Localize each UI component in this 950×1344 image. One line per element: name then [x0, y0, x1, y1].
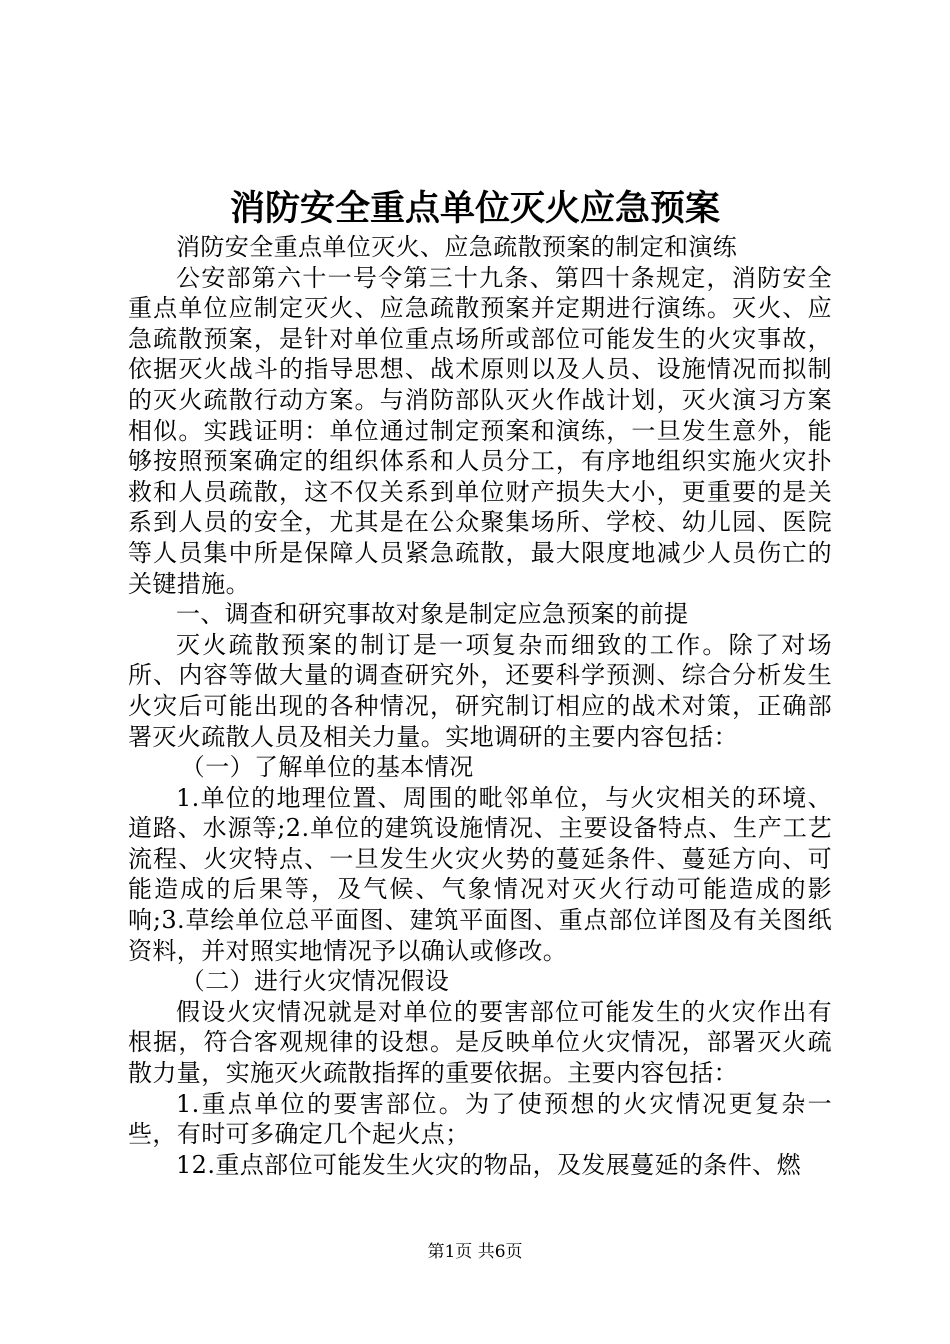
page-footer: 第1页 共6页	[427, 1242, 523, 1262]
paragraph-item-1: 1.重点单位的要害部位。为了使预想的火灾情况更复杂一些，有时可多确定几个起火点；	[128, 1089, 832, 1149]
subsection-heading-1: （一）了解单位的基本情况	[180, 753, 474, 782]
document-body	[128, 232, 832, 1180]
paragraph-item-2: 12.重点部位可能发生火灾的物品，及发展蔓延的条件、燃	[176, 1150, 801, 1179]
paragraph-subsection-2: 假设火灾情况就是对单位的要害部位可能发生的火灾作出有根据，符合客观规律的设想。是反映单位火灾情况，部署灭火疏散力量，实施灭火疏散指挥的重要依据。主要内容包括：	[128, 997, 832, 1088]
paragraph-intro: 公安部第六十一号令第三十九条、第四十条规定，消防安全重点单位应制定灭火、应急疏散预案并定期进行演练。灭火、应急疏散预案，是针对单位重点场所或部位可能发生的火灾事故，依据灭火战斗的指导思想、战术原则以及人员、设施情况而拟制的灭火疏散行动方案。与消防部队灭火作战计划，灭火演习方案相似。实践证明：单位通过制定预案和演练，一旦发生意外，能够按照预案确定的组织体系和人员分工，有序地组织实施火灾扑救和人员疏散，这不仅关系到单位财产损失大小，更重要的是关系到人员的安全，尤其是在公众聚集场所、学校、幼儿园、医院等人员集中所是保障人员紧急疏散，最大限度地减少人员伤亡的关键措施。	[128, 263, 832, 598]
section-heading-1: 一、调查和研究事故对象是制定应急预案的前提	[176, 600, 689, 629]
document-title: 消防安全重点单位灭火应急预案	[229, 188, 720, 229]
paragraph-section-1: 灭火疏散预案的制订是一项复杂而细致的工作。除了对场所、内容等做大量的调查研究外，还要科学预测、综合分析发生火灾后可能出现的各种情况，研究制订相应的战术对策，正确部署灭火疏散人员及相关力量。实地调研的主要内容包括：	[128, 630, 832, 751]
paragraph-subsection-1: 1.单位的地理位置、周围的毗邻单位，与火灾相关的环境、道路、水源等;2.单位的建筑设施情况、主要设备特点、生产工艺流程、火灾特点、一旦发生火灾火势的蔓延条件、蔓延方向、可能造成的后果等，及气候、气象情况对灭火行动可能造成的影响;3.草绘单位总平面图、建筑平面图、重点部位详图及有关图纸资料，并对照实地情况予以确认或修改。	[128, 783, 832, 965]
subsection-heading-2: （二）进行火灾情况假设	[180, 967, 450, 996]
paragraph-subtitle: 消防安全重点单位灭火、应急疏散预案的制定和演练	[176, 233, 738, 261]
